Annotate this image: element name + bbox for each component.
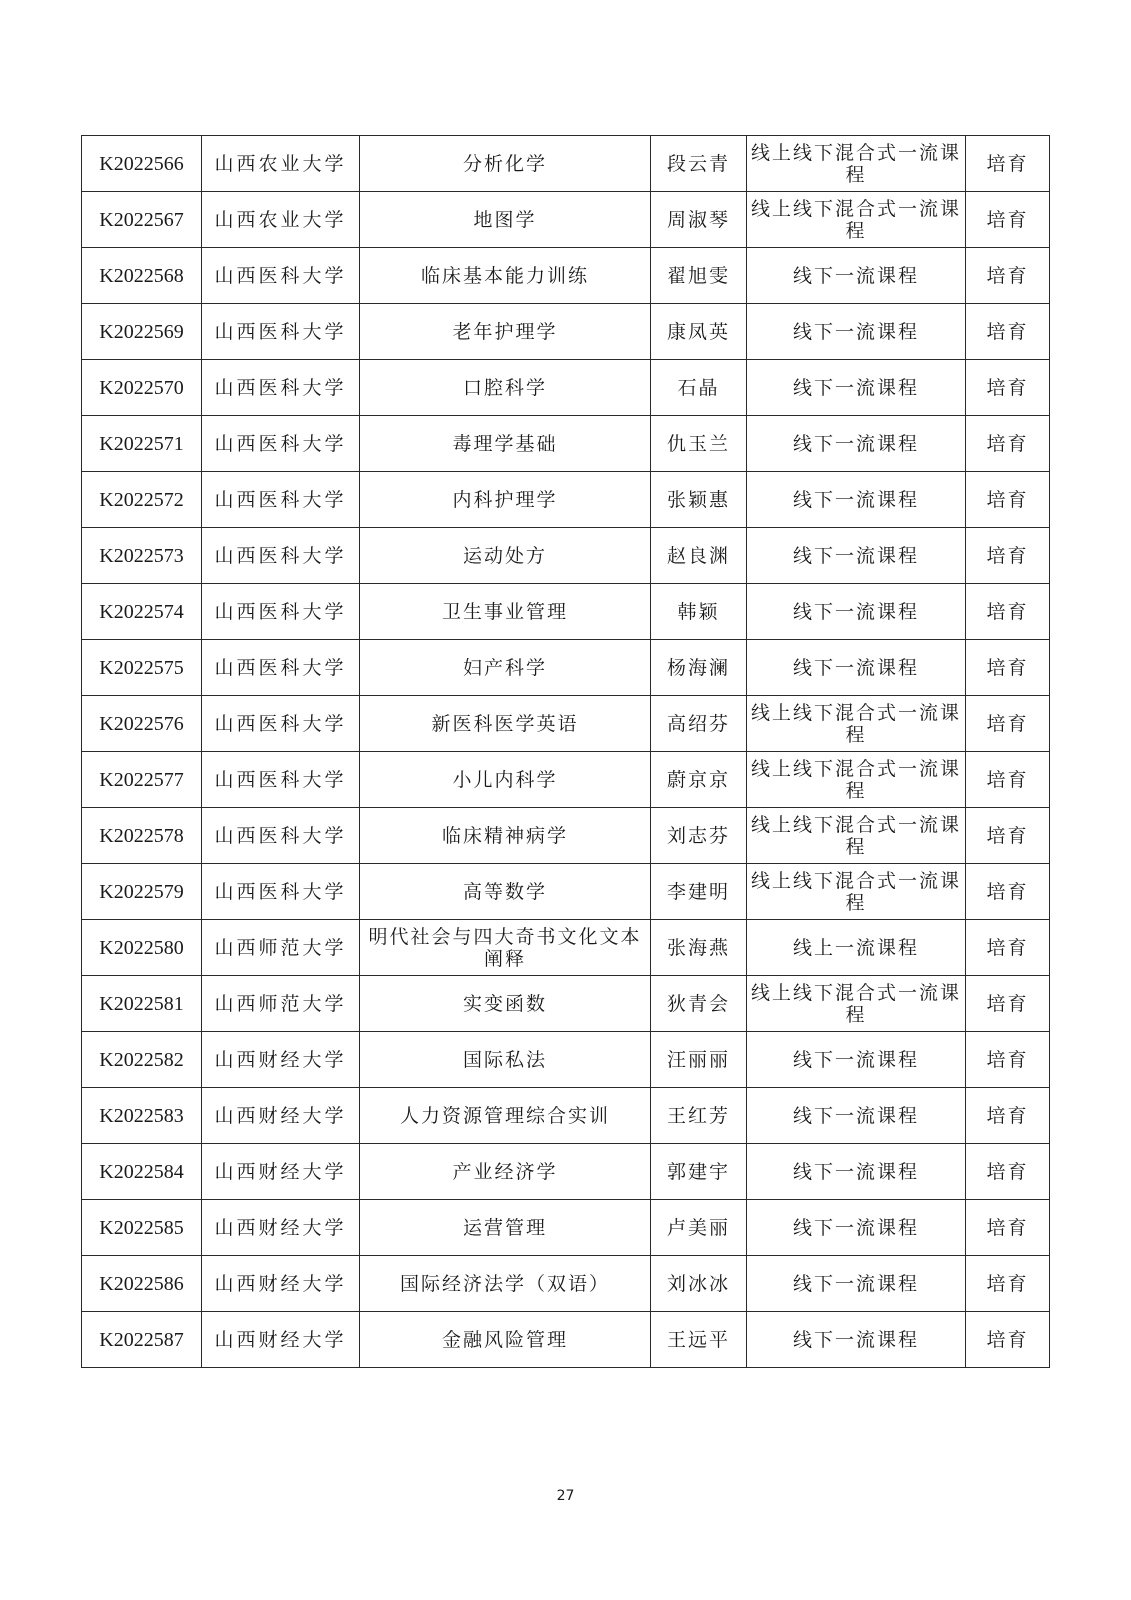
course-type-cell: 线下一流课程 bbox=[747, 1088, 966, 1144]
course-code-cell: K2022586 bbox=[82, 1256, 202, 1312]
course-name-cell: 实变函数 bbox=[360, 976, 651, 1032]
page-number: 27 bbox=[556, 1488, 575, 1504]
course-code-cell: K2022569 bbox=[82, 304, 202, 360]
course-name-cell: 国际私法 bbox=[360, 1032, 651, 1088]
course-code-cell: K2022583 bbox=[82, 1088, 202, 1144]
course-name-cell: 分析化学 bbox=[360, 136, 651, 192]
course-leader-cell: 汪丽丽 bbox=[651, 1032, 747, 1088]
course-leader-cell: 王红芳 bbox=[651, 1088, 747, 1144]
course-leader-cell: 李建明 bbox=[651, 864, 747, 920]
status-cell: 培育 bbox=[966, 584, 1050, 640]
course-type-cell: 线下一流课程 bbox=[747, 304, 966, 360]
course-code-cell: K2022581 bbox=[82, 976, 202, 1032]
university-cell: 山西医科大学 bbox=[202, 304, 360, 360]
university-cell: 山西财经大学 bbox=[202, 1088, 360, 1144]
table-row bbox=[82, 808, 1050, 864]
course-leader-cell: 张颖惠 bbox=[651, 472, 747, 528]
table-row bbox=[82, 584, 1050, 640]
table-row bbox=[82, 136, 1050, 192]
course-type-cell: 线上线下混合式一流课程 bbox=[747, 136, 966, 192]
university-cell: 山西师范大学 bbox=[202, 976, 360, 1032]
table-row bbox=[82, 1312, 1050, 1368]
university-cell: 山西医科大学 bbox=[202, 248, 360, 304]
status-cell: 培育 bbox=[966, 416, 1050, 472]
university-cell: 山西农业大学 bbox=[202, 136, 360, 192]
university-cell: 山西医科大学 bbox=[202, 360, 360, 416]
table-row bbox=[82, 304, 1050, 360]
table-row bbox=[82, 752, 1050, 808]
course-name-cell: 国际经济法学（双语） bbox=[360, 1256, 651, 1312]
status-cell: 培育 bbox=[966, 1032, 1050, 1088]
course-type-cell: 线上线下混合式一流课程 bbox=[747, 192, 966, 248]
table-row bbox=[82, 360, 1050, 416]
course-type-cell: 线下一流课程 bbox=[747, 248, 966, 304]
course-code-cell: K2022584 bbox=[82, 1144, 202, 1200]
course-code-cell: K2022570 bbox=[82, 360, 202, 416]
course-code-cell: K2022578 bbox=[82, 808, 202, 864]
course-leader-cell: 蔚京京 bbox=[651, 752, 747, 808]
course-name-cell: 高等数学 bbox=[360, 864, 651, 920]
status-cell: 培育 bbox=[966, 1312, 1050, 1368]
university-cell: 山西财经大学 bbox=[202, 1256, 360, 1312]
course-name-cell: 毒理学基础 bbox=[360, 416, 651, 472]
course-leader-cell: 卢美丽 bbox=[651, 1200, 747, 1256]
course-leader-cell: 仇玉兰 bbox=[651, 416, 747, 472]
table-row bbox=[82, 1088, 1050, 1144]
status-cell: 培育 bbox=[966, 248, 1050, 304]
course-leader-cell: 刘志芬 bbox=[651, 808, 747, 864]
course-name-cell: 临床基本能力训练 bbox=[360, 248, 651, 304]
course-name-cell: 临床精神病学 bbox=[360, 808, 651, 864]
status-cell: 培育 bbox=[966, 1200, 1050, 1256]
university-cell: 山西医科大学 bbox=[202, 472, 360, 528]
course-name-cell: 运动处方 bbox=[360, 528, 651, 584]
table-row bbox=[82, 696, 1050, 752]
course-leader-cell: 周淑琴 bbox=[651, 192, 747, 248]
course-code-cell: K2022585 bbox=[82, 1200, 202, 1256]
table-row bbox=[82, 248, 1050, 304]
table-row bbox=[82, 1200, 1050, 1256]
university-cell: 山西医科大学 bbox=[202, 640, 360, 696]
course-leader-cell: 王远平 bbox=[651, 1312, 747, 1368]
course-type-cell: 线上线下混合式一流课程 bbox=[747, 808, 966, 864]
status-cell: 培育 bbox=[966, 640, 1050, 696]
course-type-cell: 线下一流课程 bbox=[747, 1256, 966, 1312]
course-type-cell: 线下一流课程 bbox=[747, 416, 966, 472]
university-cell: 山西财经大学 bbox=[202, 1312, 360, 1368]
course-code-cell: K2022572 bbox=[82, 472, 202, 528]
university-cell: 山西医科大学 bbox=[202, 864, 360, 920]
course-table bbox=[81, 135, 1050, 1368]
course-type-cell: 线下一流课程 bbox=[747, 1200, 966, 1256]
course-type-cell: 线下一流课程 bbox=[747, 584, 966, 640]
course-code-cell: K2022579 bbox=[82, 864, 202, 920]
university-cell: 山西医科大学 bbox=[202, 416, 360, 472]
university-cell: 山西医科大学 bbox=[202, 752, 360, 808]
course-leader-cell: 刘冰冰 bbox=[651, 1256, 747, 1312]
status-cell: 培育 bbox=[966, 1144, 1050, 1200]
university-cell: 山西财经大学 bbox=[202, 1200, 360, 1256]
status-cell: 培育 bbox=[966, 920, 1050, 976]
course-name-cell: 新医科医学英语 bbox=[360, 696, 651, 752]
course-leader-cell: 韩颖 bbox=[651, 584, 747, 640]
course-type-cell: 线下一流课程 bbox=[747, 640, 966, 696]
university-cell: 山西医科大学 bbox=[202, 808, 360, 864]
university-cell: 山西医科大学 bbox=[202, 696, 360, 752]
course-type-cell: 线下一流课程 bbox=[747, 360, 966, 416]
status-cell: 培育 bbox=[966, 472, 1050, 528]
course-leader-cell: 康凤英 bbox=[651, 304, 747, 360]
status-cell: 培育 bbox=[966, 976, 1050, 1032]
course-type-cell: 线上线下混合式一流课程 bbox=[747, 864, 966, 920]
course-code-cell: K2022574 bbox=[82, 584, 202, 640]
course-name-cell: 小儿内科学 bbox=[360, 752, 651, 808]
status-cell: 培育 bbox=[966, 1088, 1050, 1144]
course-type-cell: 线下一流课程 bbox=[747, 528, 966, 584]
course-code-cell: K2022576 bbox=[82, 696, 202, 752]
course-name-cell: 内科护理学 bbox=[360, 472, 651, 528]
table-row bbox=[82, 1256, 1050, 1312]
status-cell: 培育 bbox=[966, 752, 1050, 808]
status-cell: 培育 bbox=[966, 528, 1050, 584]
university-cell: 山西财经大学 bbox=[202, 1144, 360, 1200]
table-row bbox=[82, 920, 1050, 976]
course-name-cell: 人力资源管理综合实训 bbox=[360, 1088, 651, 1144]
course-leader-cell: 杨海澜 bbox=[651, 640, 747, 696]
course-type-cell: 线下一流课程 bbox=[747, 1312, 966, 1368]
course-code-cell: K2022573 bbox=[82, 528, 202, 584]
course-name-cell: 金融风险管理 bbox=[360, 1312, 651, 1368]
course-type-cell: 线下一流课程 bbox=[747, 472, 966, 528]
course-code-cell: K2022575 bbox=[82, 640, 202, 696]
table-row bbox=[82, 640, 1050, 696]
university-cell: 山西财经大学 bbox=[202, 1032, 360, 1088]
table-body bbox=[82, 136, 1050, 1368]
course-leader-cell: 翟旭雯 bbox=[651, 248, 747, 304]
course-code-cell: K2022580 bbox=[82, 920, 202, 976]
course-leader-cell: 赵良渊 bbox=[651, 528, 747, 584]
course-leader-cell: 段云青 bbox=[651, 136, 747, 192]
university-cell: 山西医科大学 bbox=[202, 528, 360, 584]
course-leader-cell: 郭建宇 bbox=[651, 1144, 747, 1200]
course-type-cell: 线上一流课程 bbox=[747, 920, 966, 976]
status-cell: 培育 bbox=[966, 360, 1050, 416]
course-type-cell: 线上线下混合式一流课程 bbox=[747, 696, 966, 752]
course-name-cell: 老年护理学 bbox=[360, 304, 651, 360]
status-cell: 培育 bbox=[966, 696, 1050, 752]
course-name-cell: 明代社会与四大奇书文化文本阐释 bbox=[360, 920, 651, 976]
university-cell: 山西师范大学 bbox=[202, 920, 360, 976]
table-row bbox=[82, 976, 1050, 1032]
course-leader-cell: 张海燕 bbox=[651, 920, 747, 976]
course-type-cell: 线上线下混合式一流课程 bbox=[747, 752, 966, 808]
course-leader-cell: 高绍芬 bbox=[651, 696, 747, 752]
course-type-cell: 线上线下混合式一流课程 bbox=[747, 976, 966, 1032]
university-cell: 山西农业大学 bbox=[202, 192, 360, 248]
course-type-cell: 线下一流课程 bbox=[747, 1144, 966, 1200]
status-cell: 培育 bbox=[966, 192, 1050, 248]
course-code-cell: K2022582 bbox=[82, 1032, 202, 1088]
course-code-cell: K2022567 bbox=[82, 192, 202, 248]
table-row bbox=[82, 1144, 1050, 1200]
course-code-cell: K2022566 bbox=[82, 136, 202, 192]
course-code-cell: K2022571 bbox=[82, 416, 202, 472]
course-name-cell: 地图学 bbox=[360, 192, 651, 248]
course-name-cell: 妇产科学 bbox=[360, 640, 651, 696]
table-row bbox=[82, 472, 1050, 528]
course-leader-cell: 石晶 bbox=[651, 360, 747, 416]
status-cell: 培育 bbox=[966, 864, 1050, 920]
course-code-cell: K2022577 bbox=[82, 752, 202, 808]
status-cell: 培育 bbox=[966, 136, 1050, 192]
course-name-cell: 口腔科学 bbox=[360, 360, 651, 416]
status-cell: 培育 bbox=[966, 808, 1050, 864]
table-row bbox=[82, 528, 1050, 584]
table-row bbox=[82, 864, 1050, 920]
course-code-cell: K2022568 bbox=[82, 248, 202, 304]
course-code-cell: K2022587 bbox=[82, 1312, 202, 1368]
course-name-cell: 卫生事业管理 bbox=[360, 584, 651, 640]
status-cell: 培育 bbox=[966, 1256, 1050, 1312]
status-cell: 培育 bbox=[966, 304, 1050, 360]
course-name-cell: 产业经济学 bbox=[360, 1144, 651, 1200]
university-cell: 山西医科大学 bbox=[202, 584, 360, 640]
table-row bbox=[82, 192, 1050, 248]
table-row bbox=[82, 416, 1050, 472]
course-type-cell: 线下一流课程 bbox=[747, 1032, 966, 1088]
table-row bbox=[82, 1032, 1050, 1088]
course-name-cell: 运营管理 bbox=[360, 1200, 651, 1256]
course-leader-cell: 狄青会 bbox=[651, 976, 747, 1032]
